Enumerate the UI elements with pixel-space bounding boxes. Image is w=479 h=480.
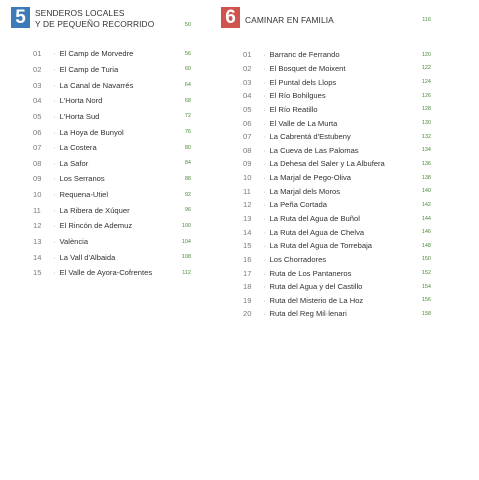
entry-page-number: 72 — [184, 113, 191, 120]
entry-number: 05 — [33, 111, 42, 121]
entry-page-number: 154 — [421, 283, 431, 290]
entry-number: 12 — [243, 200, 252, 210]
toc-entry[interactable] — [221, 198, 431, 212]
entry-title: La Costera — [59, 143, 97, 153]
entry-number: 12 — [33, 221, 42, 231]
bullet-separator: · — [53, 80, 56, 90]
entry-number: 17 — [243, 268, 252, 278]
bullet-separator: · — [53, 237, 56, 246]
entry-title: La Peña Cortada — [269, 200, 327, 210]
entry-title: El Camp de Turia — [59, 64, 119, 74]
entry-title: L'Horta Sud — [59, 111, 100, 121]
entry-number: 03 — [33, 80, 42, 90]
section-page-number: 50 — [184, 22, 191, 28]
entry-title: El Valle de La Murta — [269, 118, 338, 128]
entry-title: Ruta del Misterio de La Hoz — [269, 295, 364, 305]
entry-number: 10 — [243, 173, 252, 183]
route-list — [11, 46, 191, 281]
bullet-separator: · — [263, 77, 266, 87]
entry-page-number: 108 — [181, 254, 191, 261]
bullet-separator: · — [53, 205, 56, 215]
entry-page-number: 128 — [421, 106, 431, 113]
entry-page-number: 120 — [421, 51, 431, 58]
bullet-separator: · — [263, 132, 266, 142]
entry-page-number: 84 — [184, 160, 191, 167]
toc-entry[interactable] — [221, 266, 431, 280]
entry-page-number: 138 — [421, 174, 431, 181]
entry-number: 06 — [33, 127, 42, 137]
entry-number: 01 — [33, 49, 42, 59]
section-title-line1: CAMINAR EN FAMILIA — [245, 15, 334, 25]
section-page-number: 116 — [422, 17, 431, 23]
bullet-separator: · — [53, 158, 56, 168]
bullet-separator: · — [263, 91, 266, 101]
entry-number: 14 — [33, 252, 42, 262]
entry-title: La Cueva de Las Palomas — [269, 145, 359, 155]
entry-page-number: 60 — [184, 66, 191, 73]
entry-title: La Marjal de Pego-Oliva — [269, 173, 351, 183]
entry-number: 09 — [33, 174, 42, 184]
entry-number: 19 — [243, 295, 252, 305]
entry-page-number: 68 — [184, 97, 191, 104]
entry-page-number: 142 — [421, 201, 431, 208]
toc-entry[interactable] — [221, 225, 431, 239]
toc-entry[interactable] — [221, 89, 431, 103]
entry-page-number: 88 — [184, 175, 191, 182]
entry-page-number: 96 — [184, 207, 191, 214]
entry-page-number: 150 — [421, 256, 431, 263]
bullet-separator: · — [263, 282, 266, 292]
entry-number: 05 — [243, 104, 252, 114]
bullet-separator: · — [263, 268, 266, 278]
toc-entry[interactable] — [221, 48, 431, 62]
toc-entry[interactable] — [221, 143, 431, 157]
entry-number: 04 — [243, 91, 252, 101]
entry-number: 07 — [33, 143, 42, 153]
toc-entry[interactable] — [221, 75, 431, 89]
section-header — [221, 6, 431, 34]
section-caminar-en-familia — [221, 6, 431, 319]
entry-number: 15 — [243, 241, 252, 251]
bullet-separator: · — [263, 200, 266, 210]
entry-title: El Río Reatillo — [269, 104, 318, 114]
entry-title: La Ruta del Agua de Chelva — [269, 227, 365, 237]
toc-entry[interactable] — [221, 253, 431, 267]
toc-entry[interactable] — [11, 171, 191, 187]
bullet-separator: · — [53, 252, 56, 262]
toc-entry[interactable] — [221, 212, 431, 226]
entry-page-number: 130 — [421, 120, 431, 127]
entry-title: El Río Bohilgues — [269, 91, 326, 101]
entry-page-number: 158 — [421, 310, 431, 317]
toc-entry[interactable] — [221, 62, 431, 76]
section-number-badge: 6 — [221, 7, 240, 28]
entry-page-number: 140 — [421, 188, 431, 195]
entry-title: València — [59, 237, 89, 246]
bullet-separator: · — [53, 64, 56, 74]
toc-entry[interactable] — [11, 218, 191, 234]
entry-number: 09 — [243, 159, 252, 169]
bullet-separator: · — [263, 214, 266, 223]
bullet-separator: · — [53, 174, 56, 184]
toc-entry[interactable] — [11, 46, 191, 62]
entry-page-number: 146 — [421, 229, 431, 236]
entry-title: El Rincón de Ademuz — [59, 221, 133, 231]
entry-number: 08 — [243, 145, 252, 155]
toc-entry[interactable] — [11, 93, 191, 109]
entry-number: 01 — [243, 50, 252, 60]
toc-entry[interactable] — [221, 116, 431, 130]
entry-number: 08 — [33, 158, 42, 168]
toc-entry[interactable] — [11, 234, 191, 250]
toc-entry[interactable] — [221, 103, 431, 117]
entry-page-number: 134 — [421, 147, 431, 154]
toc-entry[interactable] — [11, 77, 191, 93]
bullet-separator: · — [53, 221, 56, 231]
route-list — [221, 48, 431, 321]
entry-number: 15 — [33, 268, 42, 278]
toc-entry[interactable] — [221, 157, 431, 171]
toc-entry[interactable] — [221, 239, 431, 253]
entry-page-number: 64 — [184, 82, 191, 89]
entry-page-number: 104 — [181, 238, 191, 245]
bullet-separator: · — [53, 143, 56, 153]
bullet-separator: · — [53, 96, 56, 106]
entry-title: El Bosquet de Moixent — [269, 63, 346, 73]
entry-title: La Cabrentá d'Estubeny — [269, 132, 351, 142]
entry-number: 02 — [33, 64, 42, 74]
toc-entry[interactable] — [221, 130, 431, 144]
bullet-separator: · — [263, 186, 266, 196]
entry-title: El Puntal dels Llops — [269, 77, 337, 87]
entry-title: El Camp de Morvedre — [59, 49, 134, 59]
bullet-separator: · — [263, 145, 266, 155]
entry-number: 18 — [243, 282, 252, 292]
toc-entry[interactable] — [11, 249, 191, 265]
section-title-line2: Y DE PEQUEÑO RECORRIDO — [35, 19, 155, 29]
entry-title: Ruta del Reg Mil·lenari — [269, 309, 347, 319]
entry-page-number: 122 — [421, 65, 431, 72]
entry-number: 02 — [243, 63, 252, 73]
entry-title: La Marjal dels Moros — [269, 186, 341, 196]
entry-number: 03 — [243, 77, 252, 87]
bullet-separator: · — [263, 63, 266, 73]
entry-number: 11 — [33, 205, 41, 215]
entry-number: 10 — [33, 190, 42, 200]
toc-entry[interactable] — [11, 187, 191, 203]
entry-page-number: 76 — [184, 129, 191, 136]
bullet-separator: · — [53, 111, 56, 121]
toc-entry[interactable] — [11, 202, 191, 218]
entry-title: La Ruta del Agua de Torrebaja — [269, 241, 372, 251]
entry-page-number: 156 — [421, 297, 431, 304]
entry-title: L'Horta Nord — [59, 96, 103, 106]
toc-entry[interactable] — [221, 294, 431, 308]
bullet-separator: · — [263, 173, 266, 183]
entry-page-number: 132 — [421, 133, 431, 140]
bullet-separator: · — [53, 127, 56, 137]
section-title-line1: SENDEROS LOCALES — [35, 8, 125, 18]
bullet-separator: · — [263, 227, 266, 237]
entry-page-number: 124 — [421, 79, 431, 86]
entry-title: La Canal de Navarrés — [59, 80, 134, 90]
entry-page-number: 126 — [421, 92, 431, 99]
entry-title: Ruta de Los Pantaneros — [269, 268, 352, 278]
entry-page-number: 100 — [181, 222, 191, 229]
entry-title: Ruta del Agua y del Castillo — [269, 282, 363, 292]
toc-entry[interactable] — [221, 307, 431, 321]
bullet-separator: · — [263, 309, 266, 319]
section-title[interactable] — [245, 15, 334, 26]
bullet-separator: · — [53, 49, 56, 59]
entry-title: Barranc de Ferrando — [269, 50, 340, 60]
bullet-separator: · — [263, 118, 266, 128]
toc-entry[interactable] — [11, 155, 191, 171]
bullet-separator: · — [263, 50, 266, 60]
entry-number: 16 — [243, 254, 252, 264]
entry-page-number: 92 — [184, 191, 191, 198]
entry-title: Los Serranos — [59, 174, 105, 184]
entry-title: La Safor — [59, 158, 89, 168]
section-title[interactable] — [35, 8, 154, 30]
entry-title: La Ribera de Xúquer — [59, 205, 130, 215]
entry-title: El Valle de Ayora-Cofrentes — [59, 268, 153, 278]
entry-title: La Ruta del Agua de Buñol — [269, 214, 360, 223]
toc-entry[interactable] — [11, 62, 191, 78]
entry-title: Los Chorradores — [269, 254, 327, 264]
entry-number: 07 — [243, 132, 252, 142]
entry-number: 06 — [243, 118, 252, 128]
entry-title: La Hoya de Bunyol — [59, 127, 124, 137]
entry-number: 13 — [33, 237, 42, 246]
entry-page-number: 148 — [421, 242, 431, 249]
section-number-badge: 5 — [11, 7, 30, 28]
bullet-separator: · — [263, 104, 266, 114]
bullet-separator: · — [53, 190, 56, 200]
entry-title: La Vall d'Albaida — [59, 252, 116, 262]
toc-entry[interactable] — [11, 140, 191, 156]
entry-page-number: 152 — [421, 270, 431, 277]
toc-entry[interactable] — [221, 184, 431, 198]
entry-page-number: 144 — [421, 215, 431, 222]
bullet-separator: · — [53, 268, 56, 278]
entry-number: 04 — [33, 96, 42, 106]
section-senderos-locales — [11, 6, 191, 278]
entry-number: 11 — [243, 186, 251, 196]
entry-number: 14 — [243, 227, 252, 237]
entry-page-number: 136 — [421, 160, 431, 167]
toc-entry[interactable] — [11, 124, 191, 140]
toc-entry[interactable] — [11, 265, 191, 281]
bullet-separator: · — [263, 295, 266, 305]
toc-entry[interactable] — [11, 109, 191, 125]
toc-entry[interactable] — [221, 280, 431, 294]
toc-entry[interactable] — [221, 171, 431, 185]
entry-page-number: 80 — [184, 144, 191, 151]
bullet-separator: · — [263, 254, 266, 264]
entry-number: 20 — [243, 309, 252, 319]
section-header — [11, 6, 191, 34]
bullet-separator: · — [263, 159, 266, 169]
bullet-separator: · — [263, 241, 266, 251]
entry-number: 13 — [243, 214, 252, 223]
entry-title: Requena-Utiel — [59, 190, 109, 200]
entry-page-number: 56 — [184, 50, 191, 57]
entry-title: La Dehesa del Saler y La Albufera — [269, 159, 385, 169]
entry-page-number: 112 — [182, 269, 191, 276]
